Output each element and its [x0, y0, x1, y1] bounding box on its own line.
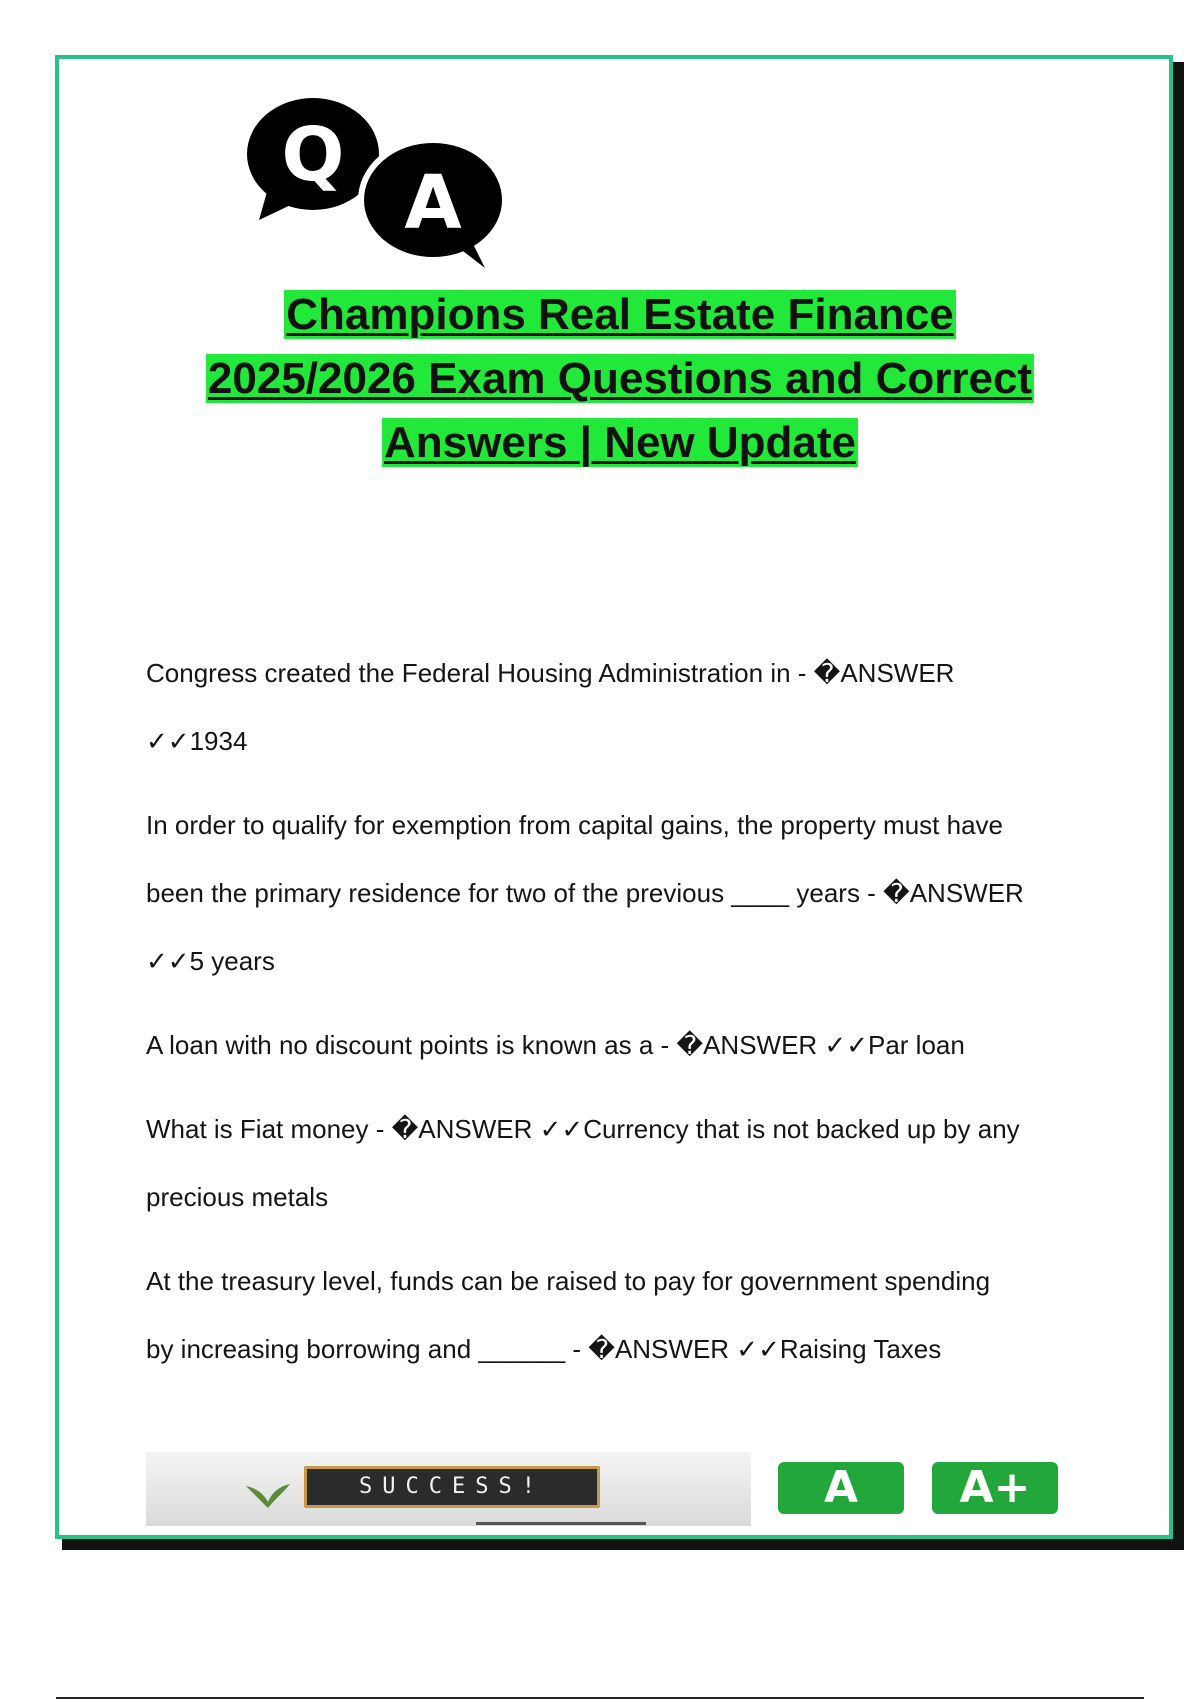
qa-line: What is Fiat money - �ANSWER ✓✓Currency that is not backed up by any	[146, 1114, 1020, 1144]
title-line: Answers | New Update	[384, 418, 856, 467]
qa-line: At the treasury level, funds can be raised to pay for government spending	[146, 1266, 991, 1296]
title-line: 2025/2026 Exam Questions and Correct	[207, 354, 1033, 403]
qa-line: precious metals	[146, 1182, 329, 1212]
qa-line: ✓✓1934	[146, 726, 248, 756]
qa-line: been the primary residence for two of the previous ____ years - �ANSWER	[146, 878, 1024, 908]
qa-line: In order to qualify for exemption from capital gains, the property must have	[146, 810, 1003, 840]
qa-item	[146, 1247, 1096, 1383]
success-sign: SUCCESS!	[304, 1466, 600, 1508]
qa-logo-icon	[245, 92, 510, 272]
qa-item	[146, 1011, 1096, 1079]
qa-item	[146, 791, 1096, 995]
success-banner-image	[146, 1452, 751, 1526]
qa-item	[146, 1095, 1096, 1231]
grade-a-plus-badge: A+	[932, 1462, 1058, 1514]
qa-line: by increasing borrowing and ______ - �ANSWER ✓✓Raising Taxes	[146, 1334, 942, 1364]
document-title	[120, 283, 1120, 475]
qa-line: Congress created the Federal Housing Administration in - �ANSWER	[146, 658, 955, 688]
laptop-icon	[476, 1504, 646, 1525]
qa-line: A loan with no discount points is known as a - �ANSWER ✓✓Par loan	[146, 1030, 965, 1060]
page-divider	[56, 1697, 1144, 1699]
logo-letter-q: Q	[281, 112, 345, 198]
grade-a-badge: A	[778, 1462, 904, 1514]
logo-letter-a: A	[404, 160, 462, 246]
qa-line: ✓✓5 years	[146, 946, 275, 976]
qa-item	[146, 639, 1096, 775]
qa-list	[146, 639, 1096, 1399]
plant-icon	[246, 1480, 290, 1508]
title-line: Champions Real Estate Finance	[286, 290, 954, 339]
